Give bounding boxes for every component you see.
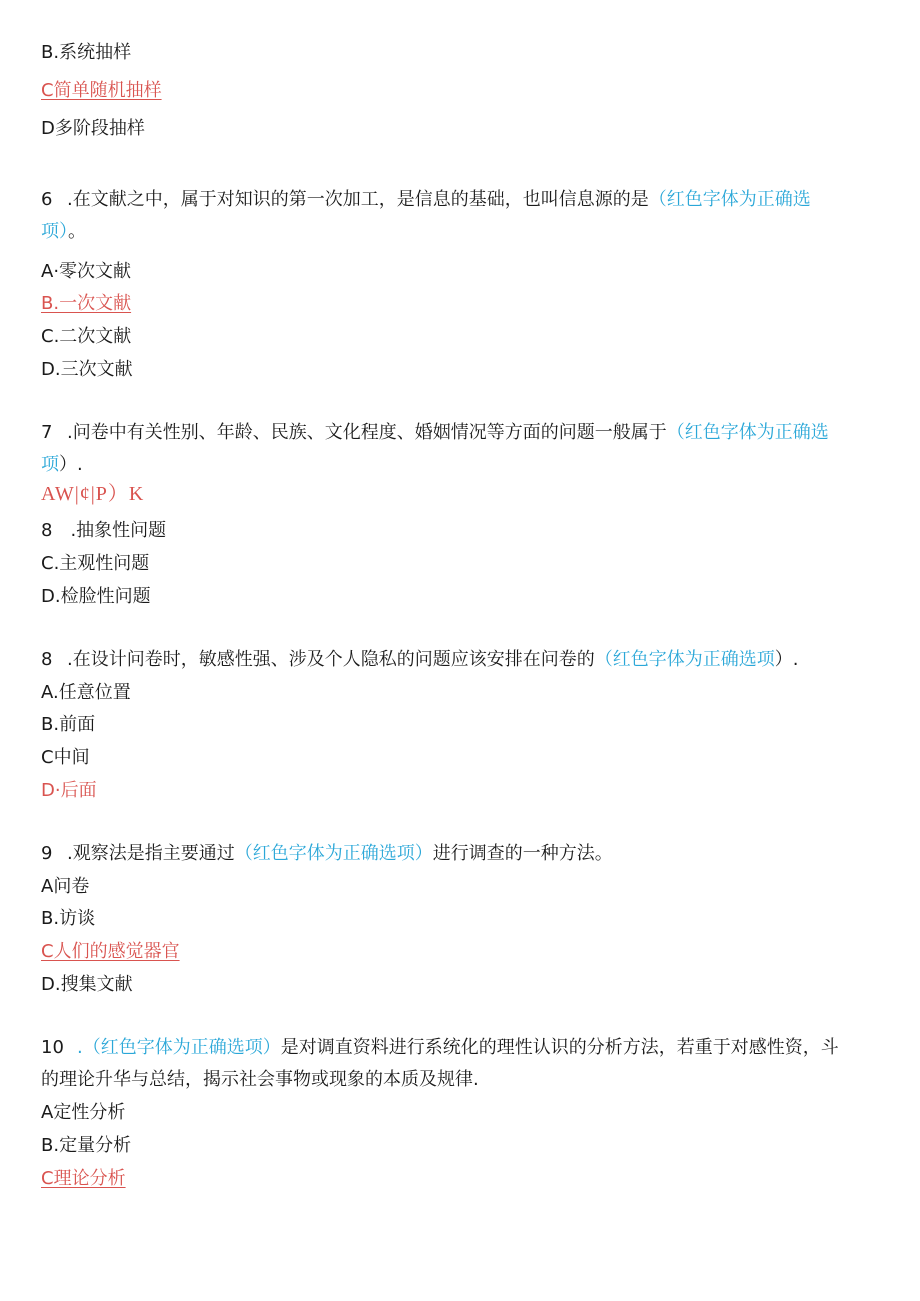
- q7-stem-line2: [41, 453, 83, 477]
- q7-number: 7: [41, 422, 53, 443]
- q9-stem: [41, 842, 613, 866]
- q9-option-c-correct: C人们的感觉器官: [41, 941, 180, 962]
- q8-stem: [41, 648, 798, 672]
- q5-option-d: D多阶段抽样: [41, 118, 145, 139]
- q7-end: ）.: [59, 454, 83, 475]
- q10-hint: （红色字体为正确选项）: [82, 1037, 281, 1058]
- q7-option-8: 8 .抽象性问题: [41, 520, 167, 541]
- q9-option-a: A问卷: [41, 876, 90, 897]
- q7-text: .问卷中有关性别、年龄、民族、文化程度、婚姻情况等方面的问题一般属于: [67, 422, 667, 443]
- q8-end: ）.: [774, 649, 799, 670]
- q8-option-c: C中间: [41, 747, 90, 768]
- q5-option-c-correct: C简单随机抽样: [41, 80, 162, 101]
- q6-hint: （红色字体为正确选: [648, 189, 811, 210]
- q7-option-c: C.主观性问题: [41, 553, 150, 574]
- q10-text-line1: 是对调直资料进行系统化的理性认识的分析方法，若重于对感性资，斗: [280, 1037, 839, 1058]
- q6-option-a: A·零次文献: [41, 261, 132, 282]
- q6-end: 。: [68, 221, 86, 242]
- q10-stem-line1: [41, 1036, 839, 1060]
- q10-option-b: B.定量分析: [41, 1135, 132, 1156]
- q9-option-b: B.访谈: [41, 908, 96, 929]
- q7-option-d: D.检脸性问题: [41, 586, 151, 607]
- q6-number: 6: [41, 189, 53, 210]
- q6-option-d: D.三次文献: [41, 359, 133, 380]
- q7-garbled-answer: AW|¢|P）K: [41, 483, 145, 505]
- q8-text: .在设计问卷时，敏感性强、涉及个人隐私的问题应该安排在问卷的: [67, 649, 595, 670]
- q8-hint: （红色字体为正确选项: [594, 649, 775, 670]
- q9-option-d: D.搜集文献: [41, 974, 133, 995]
- q8-option-a: A.任意位置: [41, 682, 131, 703]
- q5-option-b: B.系统抽样: [41, 42, 132, 63]
- q9-text-after: 进行调查的一种方法。: [432, 843, 613, 864]
- q6-option-b-correct: B.一次文献: [41, 293, 132, 314]
- q6-text: .在文献之中，属于对知识的第一次加工，是信息的基础，也叫信息源的是: [67, 189, 649, 210]
- q9-number: 9: [41, 843, 53, 864]
- q8-option-d-correct: D·后面: [41, 780, 97, 801]
- q8-number: 8: [41, 649, 53, 670]
- q6-stem-line1: [41, 188, 811, 212]
- q10-text-line2: 的理论升华与总结，揭示社会事物或现象的本质及规律.: [41, 1069, 479, 1090]
- q10-option-c-correct: C理论分析: [41, 1168, 126, 1189]
- q8-option-b: B.前面: [41, 714, 96, 735]
- q7-hint-cont: 项: [41, 454, 59, 475]
- q6-stem-line2: [41, 220, 86, 244]
- q10-lead: .: [77, 1037, 83, 1058]
- q10-number: 10: [41, 1037, 64, 1058]
- q6-option-c: C.二次文献: [41, 326, 132, 347]
- q9-text-before: .观察法是指主要通过: [67, 843, 235, 864]
- q7-hint: （红色字体为正确选: [666, 422, 829, 443]
- q10-option-a: A定性分析: [41, 1102, 126, 1123]
- q7-stem-line1: [41, 421, 829, 445]
- q6-hint-cont: 项）: [41, 221, 68, 242]
- q9-hint: （红色字体为正确选项）: [234, 843, 433, 864]
